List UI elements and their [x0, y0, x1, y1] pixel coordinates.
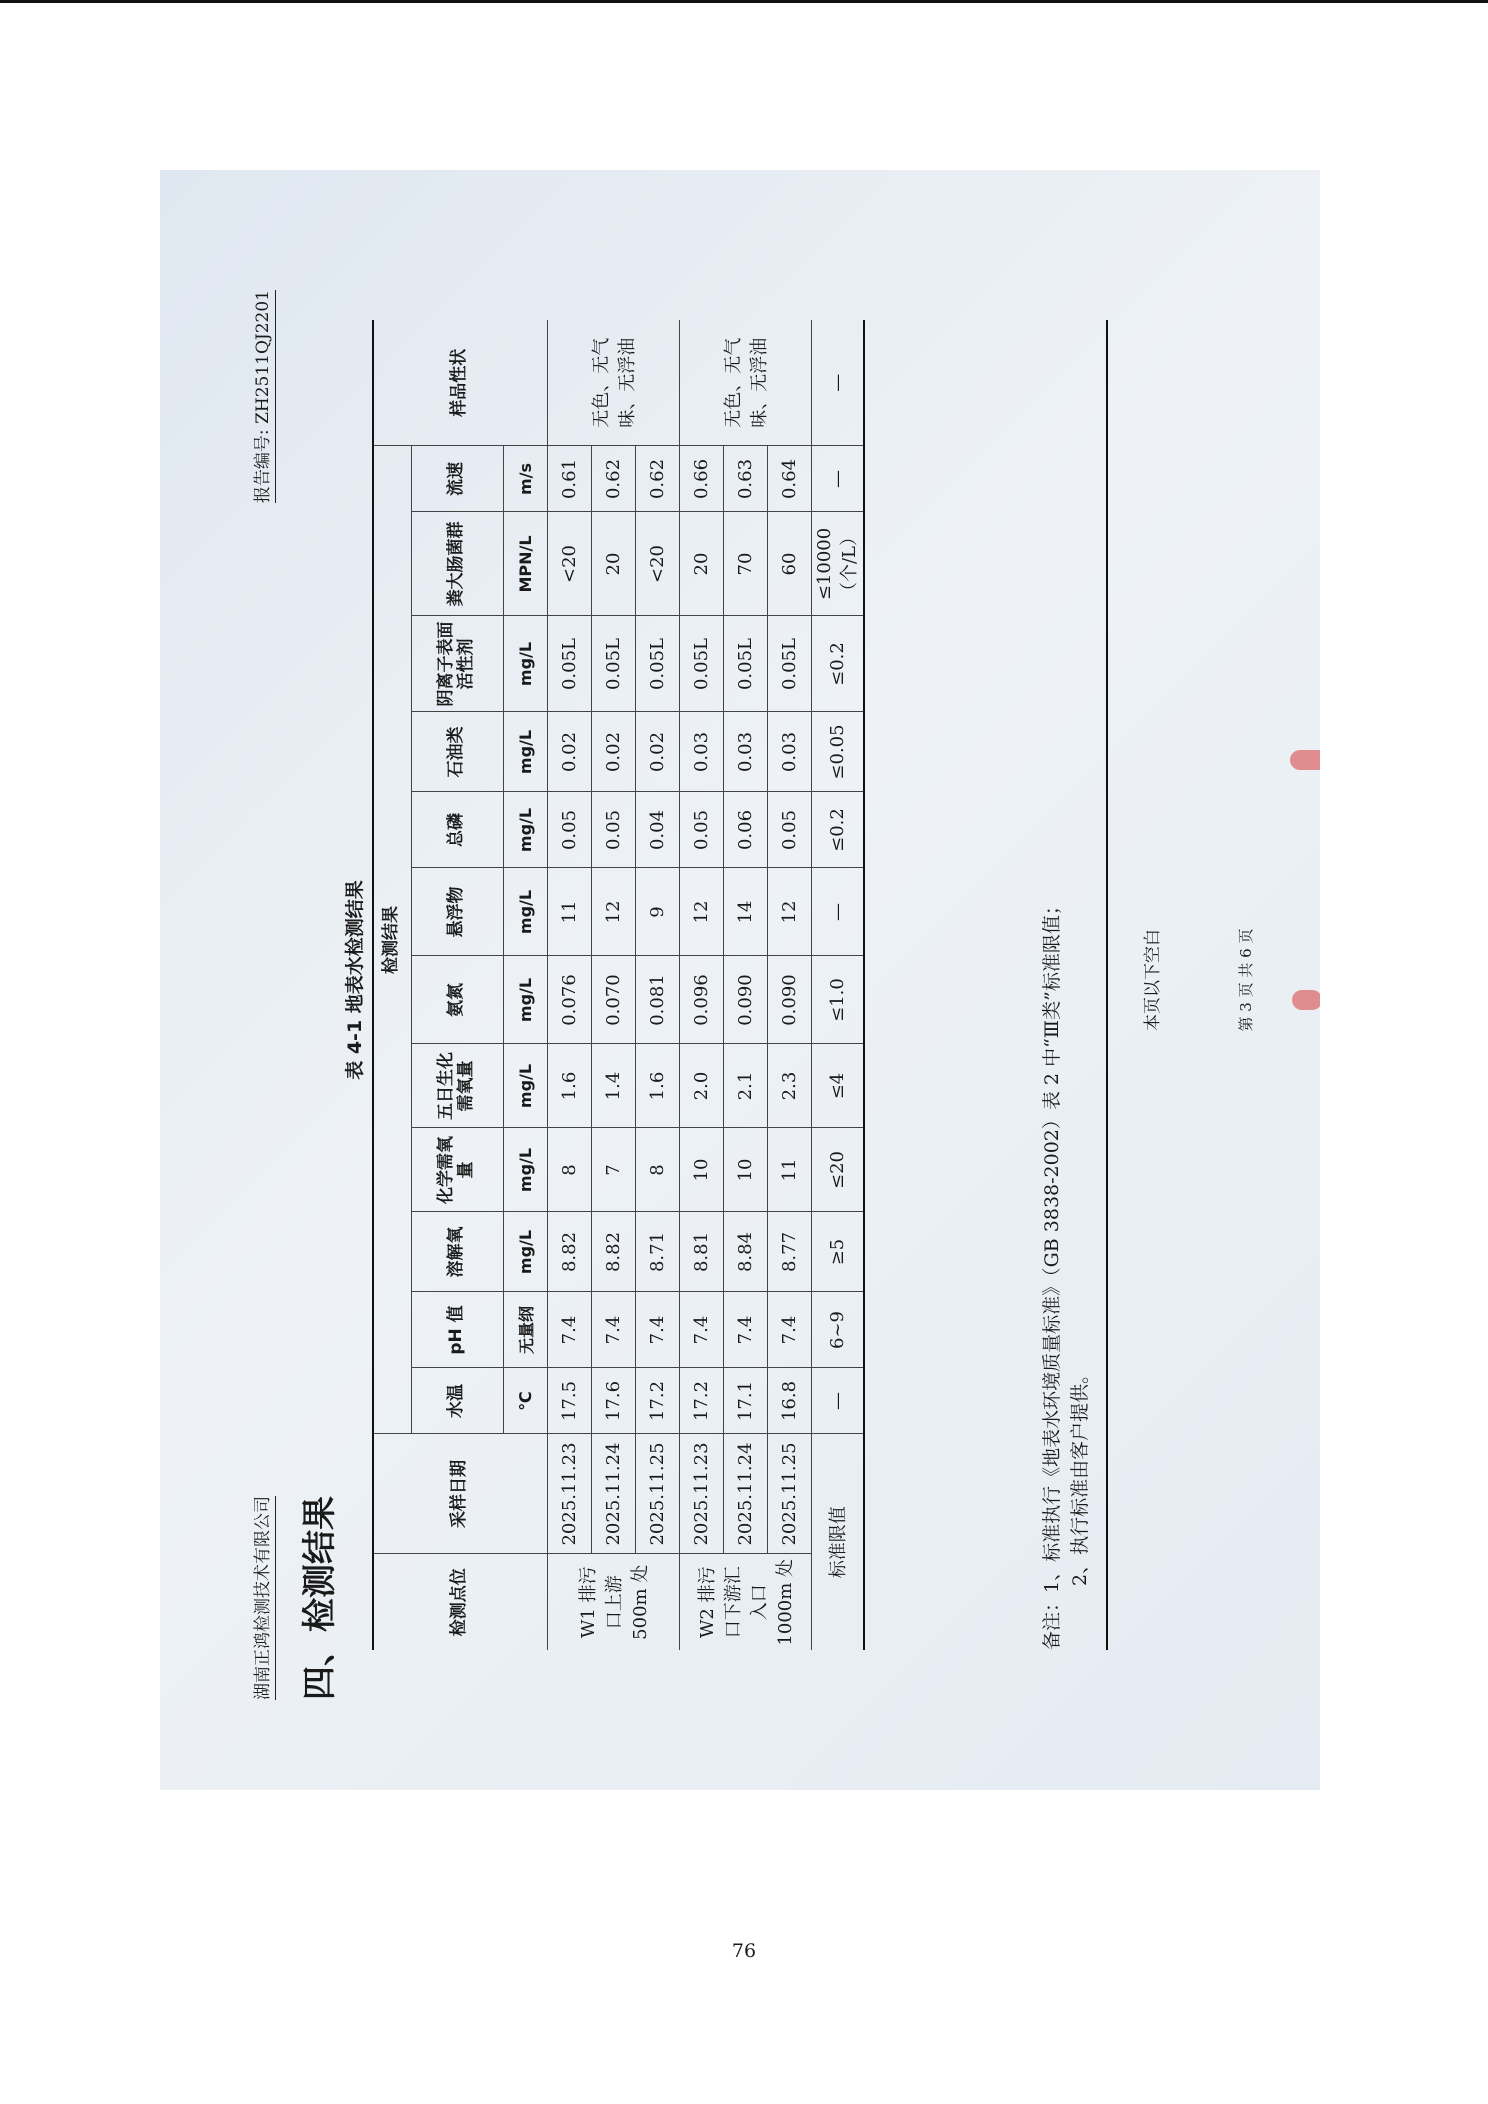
- limit-value: ≤4: [811, 1044, 864, 1128]
- limit-appearance: —: [811, 320, 864, 446]
- value-cell: 8.84: [723, 1212, 767, 1292]
- value-cell: <20: [635, 512, 679, 616]
- value-cell: 60: [767, 512, 811, 616]
- unit-cell: mg/L: [503, 1044, 547, 1128]
- param-header: pH 值: [411, 1292, 503, 1368]
- top-border-line: [0, 0, 1488, 3]
- group-header-results: 检测结果: [373, 446, 411, 1434]
- value-cell: 10: [723, 1128, 767, 1212]
- table-row: [767, 320, 811, 1650]
- section-title: 四、检测结果: [300, 1496, 340, 1700]
- value-cell: 20: [591, 512, 635, 616]
- param-header: 化学需氧量: [411, 1128, 503, 1212]
- value-cell: 70: [723, 512, 767, 616]
- value-cell: 0.090: [723, 956, 767, 1044]
- limit-value: —: [811, 446, 864, 512]
- value-cell: 12: [591, 868, 635, 956]
- value-cell: 0.62: [635, 446, 679, 512]
- value-cell: 20: [679, 512, 723, 616]
- value-cell: 17.5: [547, 1368, 591, 1434]
- value-cell: 2.0: [679, 1044, 723, 1128]
- value-cell: 0.05: [767, 792, 811, 868]
- value-cell: 0.05L: [767, 616, 811, 712]
- value-cell: 8.71: [635, 1212, 679, 1292]
- company-name: 湖南正鸿检测技术有限公司: [248, 1496, 276, 1700]
- value-cell: 1.4: [591, 1044, 635, 1128]
- value-cell: 2.1: [723, 1044, 767, 1128]
- report-number: 报告编号: ZH2511QJ2201: [248, 290, 276, 503]
- param-header: 阴离子表面活性剂: [411, 616, 503, 712]
- value-cell: 7.4: [767, 1292, 811, 1368]
- value-cell: 7: [591, 1128, 635, 1212]
- value-cell: 2.3: [767, 1044, 811, 1128]
- unit-cell: MPN/L: [503, 512, 547, 616]
- unit-cell: mg/L: [503, 1128, 547, 1212]
- value-cell: 8.82: [591, 1212, 635, 1292]
- sample-date: 2025.11.23: [547, 1434, 591, 1554]
- param-header: 总磷: [411, 792, 503, 868]
- value-cell: 12: [767, 868, 811, 956]
- col-header-point: 检测点位: [373, 1554, 547, 1650]
- red-seal-mark: [1290, 750, 1320, 770]
- unit-cell: m/s: [503, 446, 547, 512]
- value-cell: 8.82: [547, 1212, 591, 1292]
- note-line-1: 备注：1、标准执行《地表水环境质量标准》（GB 3838-2002）表 2 中“Ⅲ类”标准限值；: [1041, 896, 1063, 1650]
- value-cell: 1.6: [547, 1044, 591, 1128]
- value-cell: 0.04: [635, 792, 679, 868]
- value-cell: 0.02: [591, 712, 635, 792]
- limit-value: ≤10000（个/L）: [811, 512, 864, 616]
- value-cell: 0.03: [723, 712, 767, 792]
- value-cell: 1.6: [635, 1044, 679, 1128]
- value-cell: 17.6: [591, 1368, 635, 1434]
- site-appearance: 无色、无气味、无浮油: [679, 320, 811, 446]
- sample-date: 2025.11.24: [591, 1434, 635, 1554]
- value-cell: 0.076: [547, 956, 591, 1044]
- value-cell: 0.05L: [723, 616, 767, 712]
- value-cell: 14: [723, 868, 767, 956]
- value-cell: 0.66: [679, 446, 723, 512]
- sample-date: 2025.11.25: [635, 1434, 679, 1554]
- param-header: 氨氮: [411, 956, 503, 1044]
- value-cell: 10: [679, 1128, 723, 1212]
- limit-value: ≤0.05: [811, 712, 864, 792]
- value-cell: 7.4: [591, 1292, 635, 1368]
- col-header-appearance: 样品性状: [373, 320, 547, 446]
- value-cell: 0.62: [591, 446, 635, 512]
- value-cell: 0.05L: [635, 616, 679, 712]
- unit-cell: 无量纲: [503, 1292, 547, 1368]
- value-cell: 0.070: [591, 956, 635, 1044]
- value-cell: 0.03: [679, 712, 723, 792]
- value-cell: 17.1: [723, 1368, 767, 1434]
- limit-value: —: [811, 868, 864, 956]
- blank-below-note: 本页以下空白: [1143, 929, 1163, 1031]
- footer-page-number: 76: [731, 1940, 757, 1962]
- table-row: [591, 320, 635, 1650]
- unit-cell: mg/L: [503, 616, 547, 712]
- value-cell: 0.05L: [679, 616, 723, 712]
- value-cell: 0.64: [767, 446, 811, 512]
- value-cell: 8: [635, 1128, 679, 1212]
- unit-cell: mg/L: [503, 868, 547, 956]
- value-cell: <20: [547, 512, 591, 616]
- value-cell: 7.4: [723, 1292, 767, 1368]
- limit-label: 标准限值: [811, 1434, 864, 1650]
- unit-cell: mg/L: [503, 956, 547, 1044]
- col-header-date: 采样日期: [373, 1434, 547, 1554]
- value-cell: 0.081: [635, 956, 679, 1044]
- param-header: 悬浮物: [411, 868, 503, 956]
- value-cell: 0.096: [679, 956, 723, 1044]
- limit-value: ≤1.0: [811, 956, 864, 1044]
- value-cell: 17.2: [679, 1368, 723, 1434]
- value-cell: 0.02: [635, 712, 679, 792]
- value-cell: 7.4: [679, 1292, 723, 1368]
- value-cell: 7.4: [635, 1292, 679, 1368]
- limit-value: ≤0.2: [811, 792, 864, 868]
- value-cell: 7.4: [547, 1292, 591, 1368]
- value-cell: 11: [767, 1128, 811, 1212]
- param-header: 溶解氧: [411, 1212, 503, 1292]
- param-header: 水温: [411, 1368, 503, 1434]
- param-header: 石油类: [411, 712, 503, 792]
- rotated-page-content: [160, 170, 1320, 1790]
- scanned-report-page: [160, 170, 1320, 1790]
- value-cell: 8: [547, 1128, 591, 1212]
- table-row: [635, 320, 679, 1650]
- site-point: W2 排污口下游汇入口 1000m 处: [679, 1554, 811, 1650]
- param-header: 五日生化需氧量: [411, 1044, 503, 1128]
- value-cell: 9: [635, 868, 679, 956]
- note-line-2: 2、执行标准由客户提供。: [1069, 1364, 1091, 1586]
- value-cell: 0.05: [547, 792, 591, 868]
- unit-cell: mg/L: [503, 1212, 547, 1292]
- value-cell: 8.77: [767, 1212, 811, 1292]
- limit-value: ≤20: [811, 1128, 864, 1212]
- param-header: 粪大肠菌群: [411, 512, 503, 616]
- site-rows: [547, 320, 811, 1650]
- value-cell: 0.090: [767, 956, 811, 1044]
- unit-cell: mg/L: [503, 712, 547, 792]
- limit-value: —: [811, 1368, 864, 1434]
- table-row: [723, 320, 767, 1650]
- value-cell: 12: [679, 868, 723, 956]
- red-seal-mark: [1292, 990, 1320, 1010]
- page-counter: 第 3 页 共 6 页: [1237, 928, 1255, 1032]
- value-cell: 0.05: [679, 792, 723, 868]
- value-cell: 0.06: [723, 792, 767, 868]
- value-cell: 0.02: [547, 712, 591, 792]
- value-cell: 11: [547, 868, 591, 956]
- value-cell: 0.61: [547, 446, 591, 512]
- value-cell: 8.81: [679, 1212, 723, 1292]
- sample-date: 2025.11.24: [723, 1434, 767, 1554]
- limit-value: ≥5: [811, 1212, 864, 1292]
- value-cell: 0.05L: [547, 616, 591, 712]
- sample-date: 2025.11.23: [679, 1434, 723, 1554]
- value-cell: 17.2: [635, 1368, 679, 1434]
- unit-cell: ℃: [503, 1368, 547, 1434]
- table-end-rule: [1106, 320, 1108, 1650]
- value-cell: 16.8: [767, 1368, 811, 1434]
- value-cell: 0.03: [767, 712, 811, 792]
- limit-value: ≤0.2: [811, 616, 864, 712]
- table-caption: 表 4-1 地表水检测结果: [344, 880, 366, 1080]
- table-row: [547, 320, 591, 1650]
- param-header: 流速: [411, 446, 503, 512]
- sample-date: 2025.11.25: [767, 1434, 811, 1554]
- table-notes: [1038, 896, 1094, 1650]
- table-row: [679, 320, 723, 1650]
- value-cell: 0.05L: [591, 616, 635, 712]
- surface-water-results-table: [372, 320, 865, 1650]
- value-cell: 0.63: [723, 446, 767, 512]
- limit-value: 6~9: [811, 1292, 864, 1368]
- value-cell: 0.05: [591, 792, 635, 868]
- site-point: W1 排污口上游 500m 处: [547, 1554, 679, 1650]
- site-appearance: 无色、无气味、无浮油: [547, 320, 679, 446]
- unit-cell: mg/L: [503, 792, 547, 868]
